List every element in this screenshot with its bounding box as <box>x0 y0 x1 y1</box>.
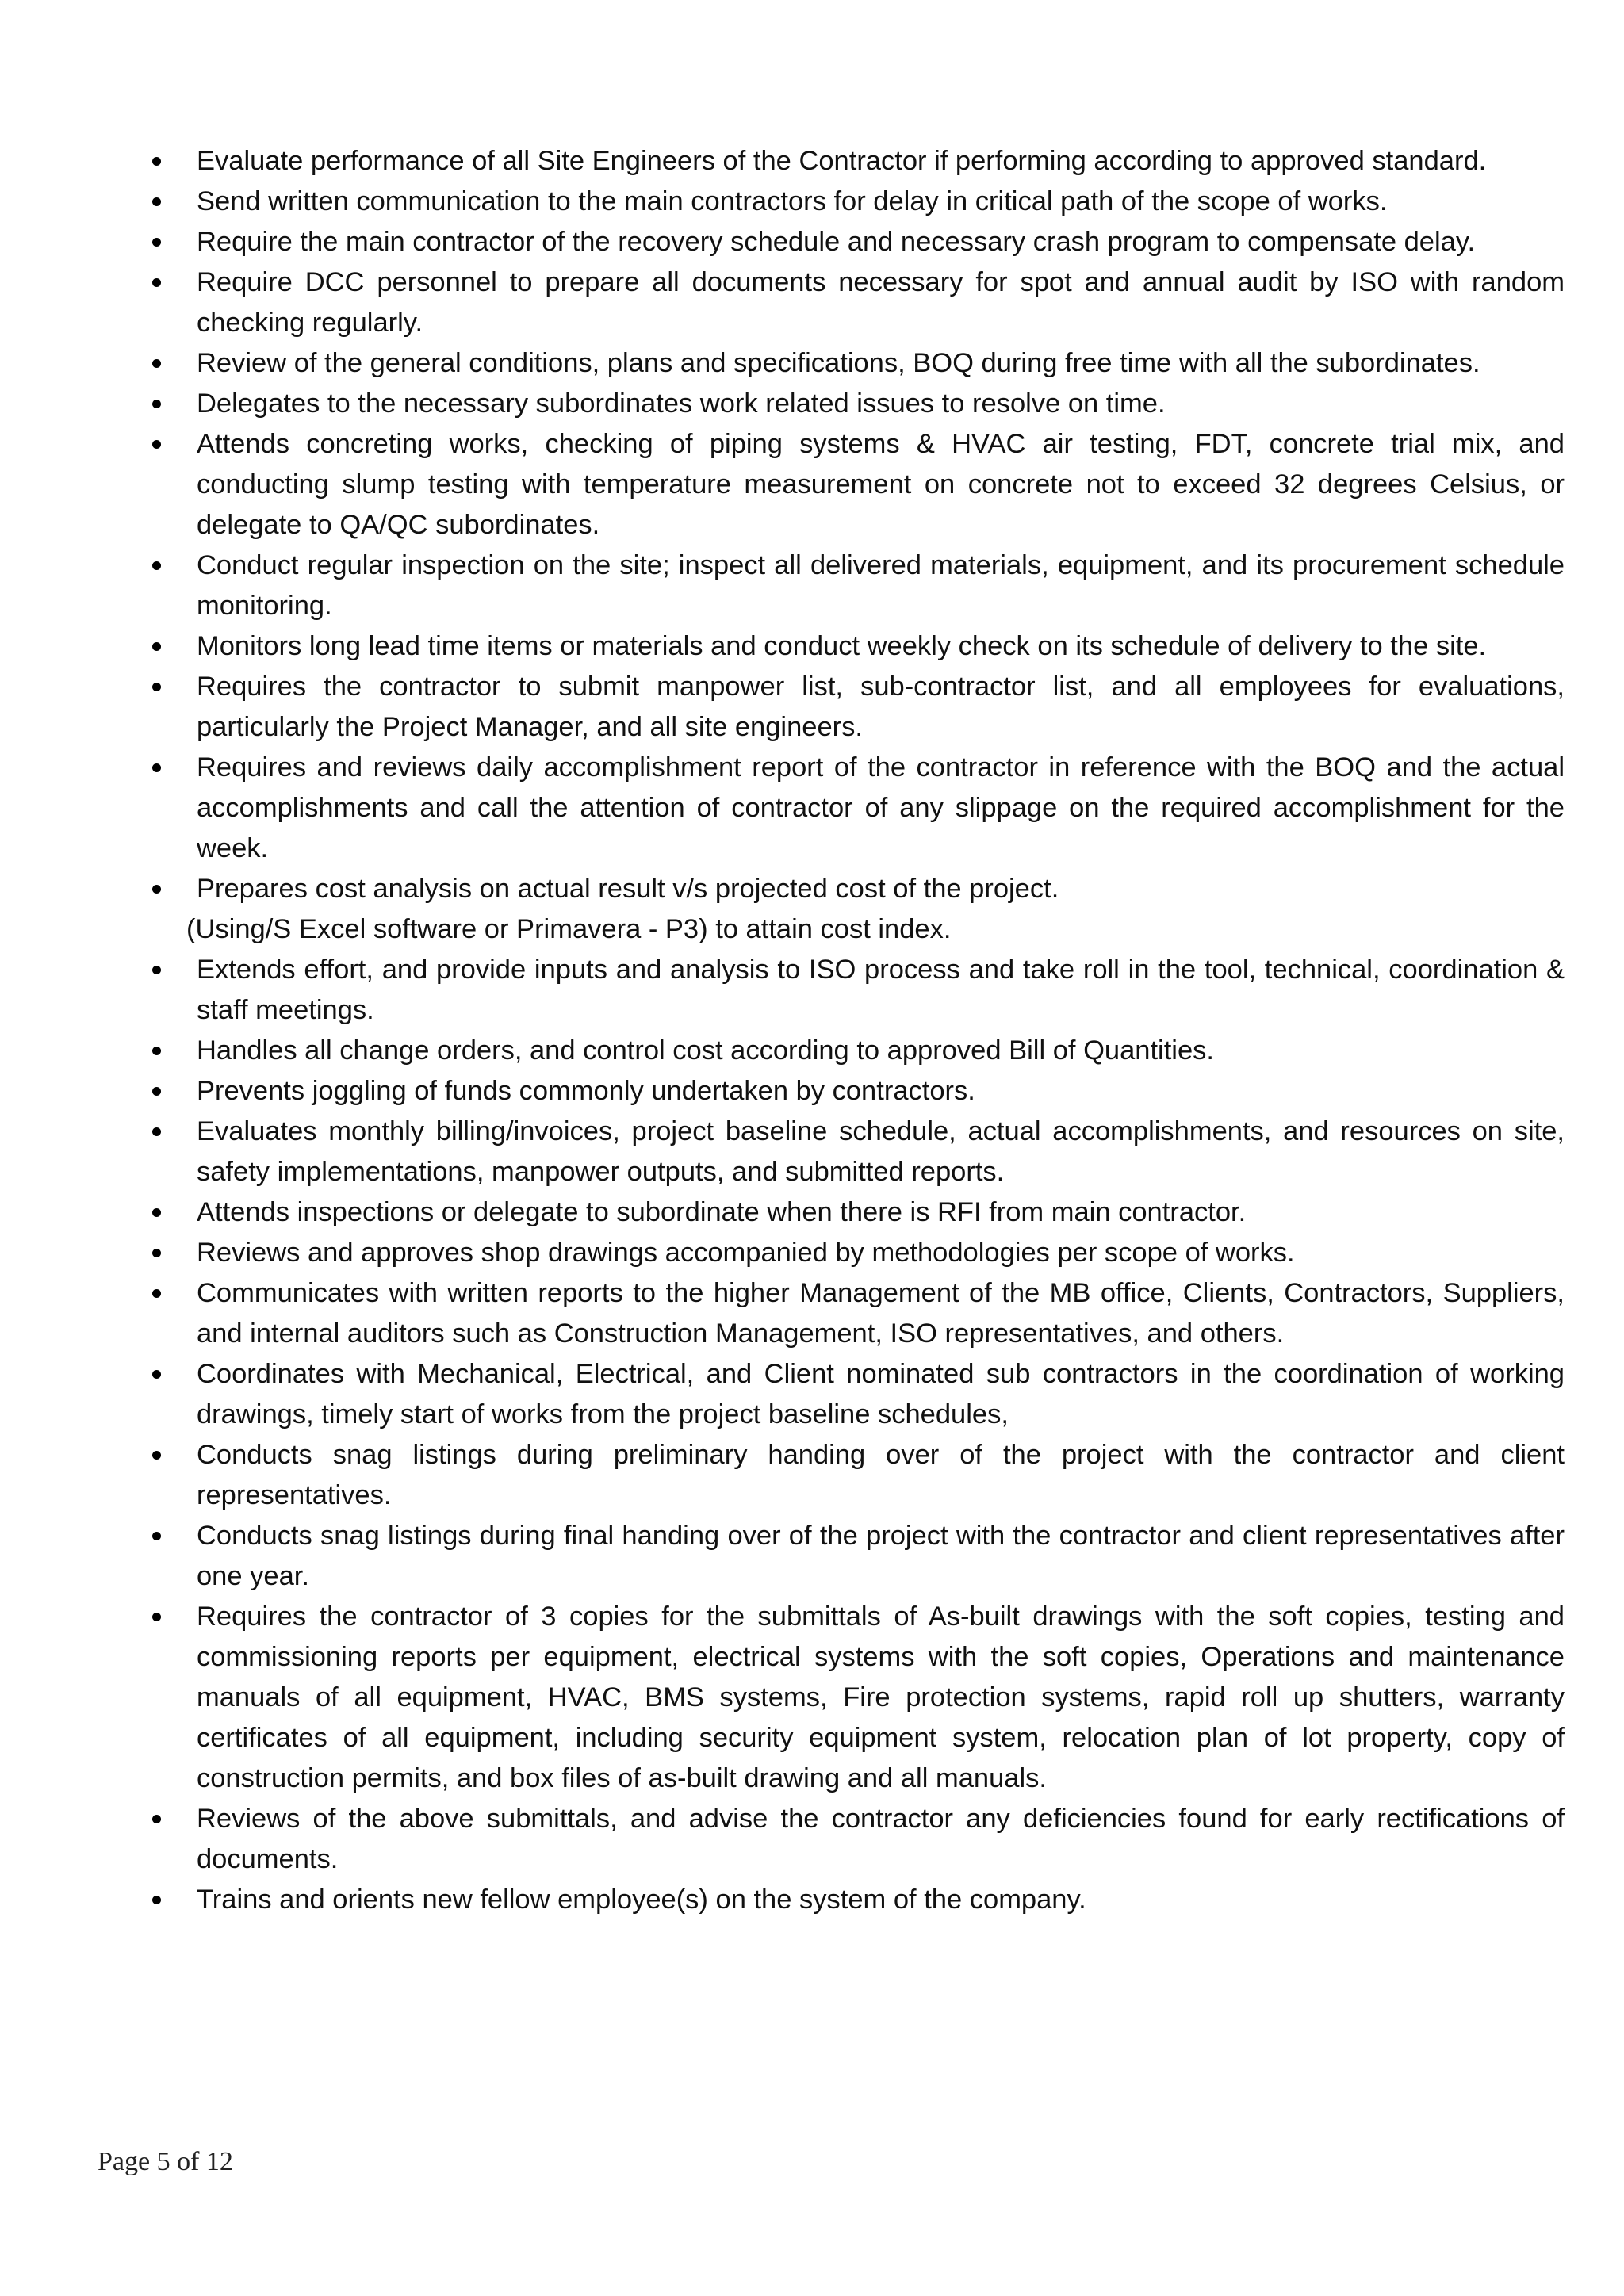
list-item: Reviews of the above submittals, and advise the contractor any deficiencies found for early rectifications of documents. <box>197 1799 1565 1880</box>
list-item: Extends effort, and provide inputs and analysis to ISO process and take roll in the tool, technical, coordination & staff meetings. <box>197 950 1565 1031</box>
list-item: Reviews and approves shop drawings accompanied by methodologies per scope of works. <box>197 1233 1565 1273</box>
list-item: Attends inspections or delegate to subordinate when there is RFI from main contractor. <box>197 1192 1565 1233</box>
list-item: Require the main contractor of the recovery schedule and necessary crash program to compensate delay. <box>197 222 1565 262</box>
list-item: Requires and reviews daily accomplishment report of the contractor in reference with the BOQ and the actual accomplishments and call the attention of contractor of any slippage on the required accomplishment for the week. <box>197 748 1565 869</box>
list-item: Evaluate performance of all Site Engineers of the Contractor if performing according to approved standard. <box>197 141 1565 182</box>
list-item: Conducts snag listings during final handing over of the project with the contractor and client representatives after one year. <box>197 1516 1565 1597</box>
list-item: Coordinates with Mechanical, Electrical, and Client nominated sub contractors in the coordination of working drawings, timely start of works from the project baseline schedules, <box>197 1354 1565 1435</box>
list-item: Send written communication to the main contractors for delay in critical path of the scope of works. <box>197 182 1565 222</box>
page-number: Page 5 of 12 <box>98 2147 233 2176</box>
list-item: Attends concreting works, checking of piping systems & HVAC air testing, FDT, concrete trial mix, and conducting slump testing with temperature measurement on concrete not to exceed 32 degrees Celsius, or delegate to QA/QC subordinates. <box>197 424 1565 545</box>
list-item: Handles all change orders, and control cost according to approved Bill of Quantities. <box>197 1031 1565 1071</box>
list-item: Prevents joggling of funds commonly undertaken by contractors. <box>197 1071 1565 1112</box>
list-item: Review of the general conditions, plans and specifications, BOQ during free time with all the subordinates. <box>197 343 1565 384</box>
list-item: Conducts snag listings during preliminary handing over of the project with the contractor and client representatives. <box>197 1435 1565 1516</box>
list-item: Conduct regular inspection on the site; inspect all delivered materials, equipment, and its procurement schedule monitoring. <box>197 545 1565 626</box>
list-item-continuation: (Using/S Excel software or Primavera - P3) to attain cost index. <box>186 914 952 944</box>
list-item: Requires the contractor to submit manpower list, sub-contractor list, and all employees for evaluations, particularly the Project Manager, and all site engineers. <box>197 667 1565 748</box>
list-item: Prepares cost analysis on actual result v/s projected cost of the project. <box>197 869 1565 909</box>
list-item: Delegates to the necessary subordinates work related issues to resolve on time. <box>197 384 1565 424</box>
list-item: Communicates with written reports to the higher Management of the MB office, Clients, Contractors, Suppliers, and internal auditors such as Construction Management, ISO representatives, and others. <box>197 1273 1565 1354</box>
list-item: Trains and orients new fellow employee(s) on the system of the company. <box>197 1880 1565 1920</box>
responsibilities-list <box>186 141 1565 1920</box>
list-item: Monitors long lead time items or materials and conduct weekly check on its schedule of delivery to the site. <box>197 626 1565 667</box>
list-item: Require DCC personnel to prepare all documents necessary for spot and annual audit by ISO with random checking regularly. <box>197 262 1565 343</box>
list-item: Evaluates monthly billing/invoices, project baseline schedule, actual accomplishments, and resources on site, safety implementations, manpower outputs, and submitted reports. <box>197 1112 1565 1192</box>
list-item: Requires the contractor of 3 copies for the submittals of As-built drawings with the soft copies, testing and commissioning reports per equipment, electrical systems with the soft copies, Operations and maintenance manuals of all equipment, HVAC, BMS systems, Fire protection systems, rapid roll up shutters, warranty certificates of all equipment, including security equipment system, relocation plan of lot property, copy of construction permits, and box files of as-built drawing and all manuals. <box>197 1597 1565 1799</box>
